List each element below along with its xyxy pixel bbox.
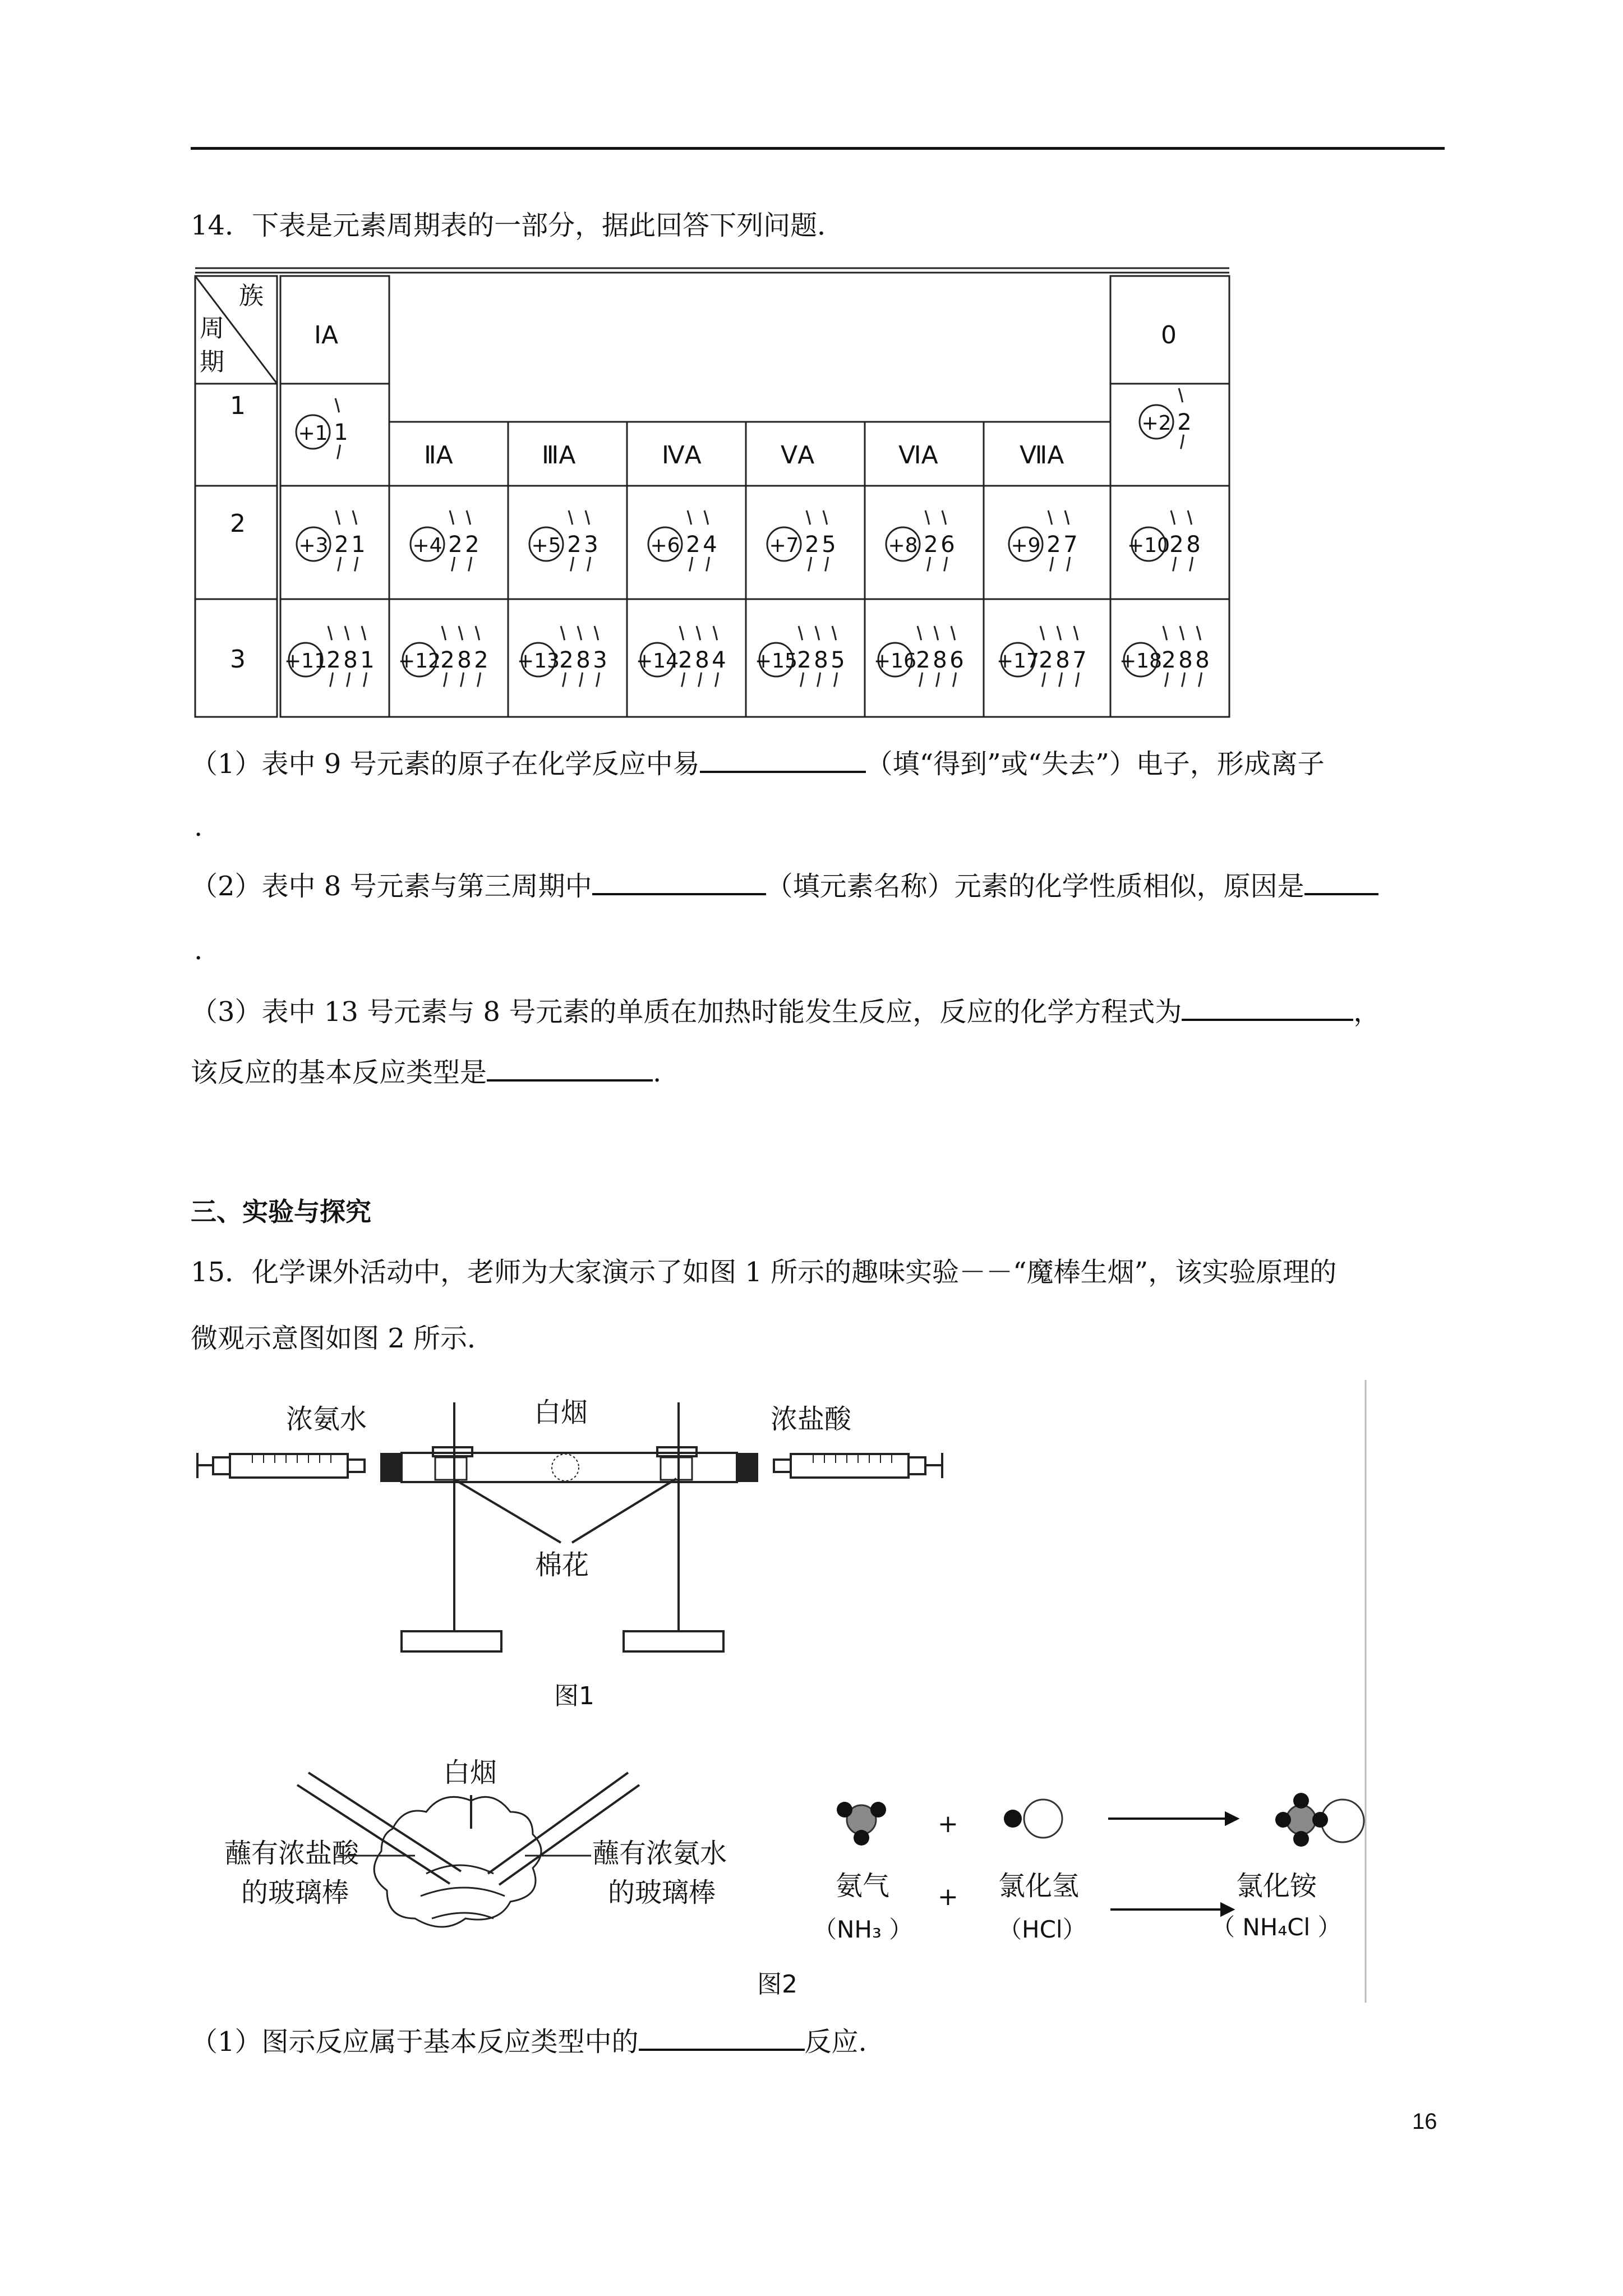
shell-electron-count: 2 xyxy=(678,647,693,673)
group-iiia-label: ⅢA xyxy=(542,441,576,470)
plus-sign-1: + xyxy=(938,1810,958,1838)
shell-electron-count: 8 xyxy=(457,647,472,673)
shell-electron-count: 5 xyxy=(831,647,845,673)
q14-part3-line2: 该反应的基本反应类型是 . xyxy=(191,1055,661,1089)
shell-electron-count: 2 xyxy=(1177,409,1192,435)
shell-electron-count: 8 xyxy=(1195,647,1210,673)
q15-part1: （1）图示反应属于基本反应类型中的 反应. xyxy=(191,2024,867,2059)
nuclear-charge: +15 xyxy=(755,650,797,673)
q14-part1-end: . xyxy=(194,811,203,843)
atom-diagram-period2-5 xyxy=(767,510,836,578)
nuclear-charge: +4 xyxy=(412,534,442,557)
fig2-label-nh3-rod-1: 蘸有浓氨水 xyxy=(592,1838,727,1869)
atom-diagram-period3-6 xyxy=(874,626,964,693)
group-iva-label: ⅣA xyxy=(662,441,702,470)
group-via-label: ⅥA xyxy=(898,441,938,470)
shell-electron-count: 7 xyxy=(1072,647,1087,673)
nuclear-charge: +5 xyxy=(531,534,561,557)
atom-diagram-period1-1 xyxy=(296,398,348,466)
group-0-label: 0 xyxy=(1161,321,1177,349)
nuclear-charge: +7 xyxy=(769,534,799,557)
nuclear-charge: +13 xyxy=(517,650,560,673)
plus-sign-2: + xyxy=(938,1883,958,1911)
shell-electron-count: 2 xyxy=(326,647,341,673)
nuclear-charge: +3 xyxy=(298,534,329,557)
group-ia-label: ⅠA xyxy=(314,321,339,349)
answer-blank-q14-2b[interactable] xyxy=(1304,868,1378,895)
corner-label-group: 族 xyxy=(239,282,264,310)
period-2-label: 2 xyxy=(230,509,246,538)
section-3-heading: 三、实验与探究 xyxy=(191,1197,371,1227)
answer-blank-q14-2a[interactable] xyxy=(592,868,766,895)
nuclear-charge: +14 xyxy=(636,650,679,673)
shell-electron-count: 1 xyxy=(360,647,375,673)
shell-electron-count: 2 xyxy=(567,532,582,558)
fig2-label-nh3-rod-2: 的玻璃棒 xyxy=(608,1877,716,1908)
nuclear-charge: +17 xyxy=(997,650,1039,673)
atom-diagram-period2-6 xyxy=(886,510,955,578)
q14-stem: 14．下表是元素周期表的一部分，据此回答下列问题． xyxy=(191,210,845,241)
shell-electron-count: 6 xyxy=(940,532,955,558)
fig2-name-nh4cl: 氯化铵 xyxy=(1236,1870,1317,1902)
shell-electron-count: 8 xyxy=(695,647,709,673)
shell-electron-count: 2 xyxy=(474,647,488,673)
fig2-name-ammonia: 氨气 xyxy=(836,1870,890,1902)
shell-electron-count: 2 xyxy=(916,647,930,673)
period-1-label: 1 xyxy=(230,392,246,420)
fig2-label-hcl-rod-1: 蘸有浓盐酸 xyxy=(224,1838,359,1869)
fig2-label-hcl-rod-2: 的玻璃棒 xyxy=(241,1877,349,1908)
shell-electron-count: 2 xyxy=(1169,532,1184,558)
header-rule xyxy=(191,147,1445,150)
shell-electron-count: 1 xyxy=(334,420,348,445)
corner-label-period-1: 周 xyxy=(200,314,224,343)
nuclear-charge: +12 xyxy=(398,650,441,673)
nuclear-charge: +11 xyxy=(284,650,327,673)
group-iia-label: ⅡA xyxy=(424,441,453,470)
atom-diagram-period3-5 xyxy=(755,626,845,693)
atom-diagram-period2-1 xyxy=(297,510,366,578)
nuclear-charge: +9 xyxy=(1011,534,1041,557)
q14-part1-line1: （1）表中 9 号元素的原子在化学反应中易 （填“得到”或“失去”）电子，形成离子 xyxy=(191,746,1325,781)
page-number: 16 xyxy=(1412,2109,1437,2134)
shell-electron-count: 2 xyxy=(924,532,938,558)
group-va-label: ⅤA xyxy=(781,441,815,470)
nuclear-charge: +1 xyxy=(298,422,328,445)
q14-part2-end: . xyxy=(194,935,203,966)
atom-diagram-period2-3 xyxy=(529,510,598,578)
shell-electron-count: 4 xyxy=(703,532,717,558)
shell-electron-count: 2 xyxy=(1046,532,1061,558)
fig1-label-hcl: 浓盐酸 xyxy=(771,1404,852,1435)
atom-diagram-period3-4 xyxy=(636,626,726,693)
fig1-label-smoke: 白烟 xyxy=(534,1397,588,1428)
fig2-formula-hcl: （HCl） xyxy=(998,1916,1086,1943)
nuclear-charge: +18 xyxy=(1119,650,1162,673)
shell-electron-count: 2 xyxy=(559,647,574,673)
fig2-name-hcl: 氯化氢 xyxy=(998,1870,1080,1902)
atom-diagram-period2-2 xyxy=(411,510,479,578)
fig2-formula-ammonia: （NH₃ ） xyxy=(813,1916,913,1943)
shell-electron-count: 2 xyxy=(448,532,463,558)
shell-electron-count: 2 xyxy=(1039,647,1053,673)
shell-electron-count: 8 xyxy=(1186,532,1201,558)
answer-blank-q14-1[interactable] xyxy=(700,746,866,773)
shell-electron-count: 2 xyxy=(805,532,819,558)
fig2-caption: 图2 xyxy=(757,1970,797,1999)
experiment-figure xyxy=(191,1380,1368,2003)
shell-electron-count: 3 xyxy=(584,532,598,558)
shell-electron-count: 8 xyxy=(814,647,828,673)
shell-electron-count: 2 xyxy=(1161,647,1176,673)
fig1-caption: 图1 xyxy=(554,1682,594,1710)
shell-electron-count: 7 xyxy=(1063,532,1078,558)
atom-diagram-period3-7 xyxy=(997,626,1087,693)
shell-electron-count: 3 xyxy=(593,647,607,673)
nuclear-charge: +16 xyxy=(874,650,916,673)
group-viia-label: ⅦA xyxy=(1020,441,1064,470)
answer-blank-q15-1[interactable] xyxy=(639,2024,805,2051)
q14-part2-line1: （2）表中 8 号元素与第三周期中 （填元素名称）元素的化学性质相似，原因是 xyxy=(191,868,1378,903)
shell-electron-count: 2 xyxy=(797,647,811,673)
shell-electron-count: 8 xyxy=(576,647,591,673)
answer-blank-q14-3a[interactable] xyxy=(1182,994,1353,1021)
shell-electron-count: 2 xyxy=(440,647,455,673)
shell-electron-count: 8 xyxy=(1055,647,1070,673)
shell-electron-count: 8 xyxy=(1178,647,1193,673)
fig2-formula-nh4cl: （ NH₄Cl ） xyxy=(1211,1913,1341,1941)
periodic-table-figure xyxy=(191,264,1234,724)
atom-diagram-period3-8 xyxy=(1119,626,1210,693)
atom-diagram-period1-2 xyxy=(1140,388,1192,455)
corner-label-period-2: 期 xyxy=(200,348,224,376)
fig2-label-smoke: 白烟 xyxy=(443,1757,497,1788)
nuclear-charge: +2 xyxy=(1141,412,1172,435)
shell-electron-count: 1 xyxy=(351,532,366,558)
shell-electron-count: 2 xyxy=(686,532,700,558)
shell-electron-count: 8 xyxy=(343,647,358,673)
period-3-label: 3 xyxy=(230,645,246,674)
atom-diagram-period3-2 xyxy=(398,626,488,693)
nuclear-charge: +6 xyxy=(650,534,680,557)
fig1-label-cotton: 棉花 xyxy=(535,1549,589,1581)
shell-electron-count: 4 xyxy=(712,647,726,673)
q15-stem-line1: 15．化学课外活动中，老师为大家演示了如图 1 所示的趣味实验－－“魔棒生烟”，该实验原理的 xyxy=(191,1257,1337,1288)
shell-electron-count: 2 xyxy=(465,532,479,558)
answer-blank-q14-3b[interactable] xyxy=(487,1055,653,1082)
shell-electron-count: 5 xyxy=(822,532,836,558)
shell-electron-count: 2 xyxy=(334,532,349,558)
atom-diagram-period3-3 xyxy=(517,626,607,693)
shell-electron-count: 8 xyxy=(933,647,947,673)
fig1-label-ammonia: 浓氨水 xyxy=(286,1404,367,1435)
q15-stem-line2: 微观示意图如图 2 所示． xyxy=(191,1323,495,1354)
shell-electron-count: 6 xyxy=(949,647,964,673)
q14-part3-line1: （3）表中 13 号元素与 8 号元素的单质在加热时能发生反应，反应的化学方程式为 ， xyxy=(191,994,1380,1029)
atom-diagram-period2-7 xyxy=(1009,510,1078,578)
atom-diagram-period3-1 xyxy=(284,626,375,693)
atom-diagram-period2-4 xyxy=(648,510,717,578)
nuclear-charge: +8 xyxy=(888,534,918,557)
nuclear-charge: +10 xyxy=(1127,534,1170,557)
atom-diagram-period2-8 xyxy=(1127,510,1201,578)
